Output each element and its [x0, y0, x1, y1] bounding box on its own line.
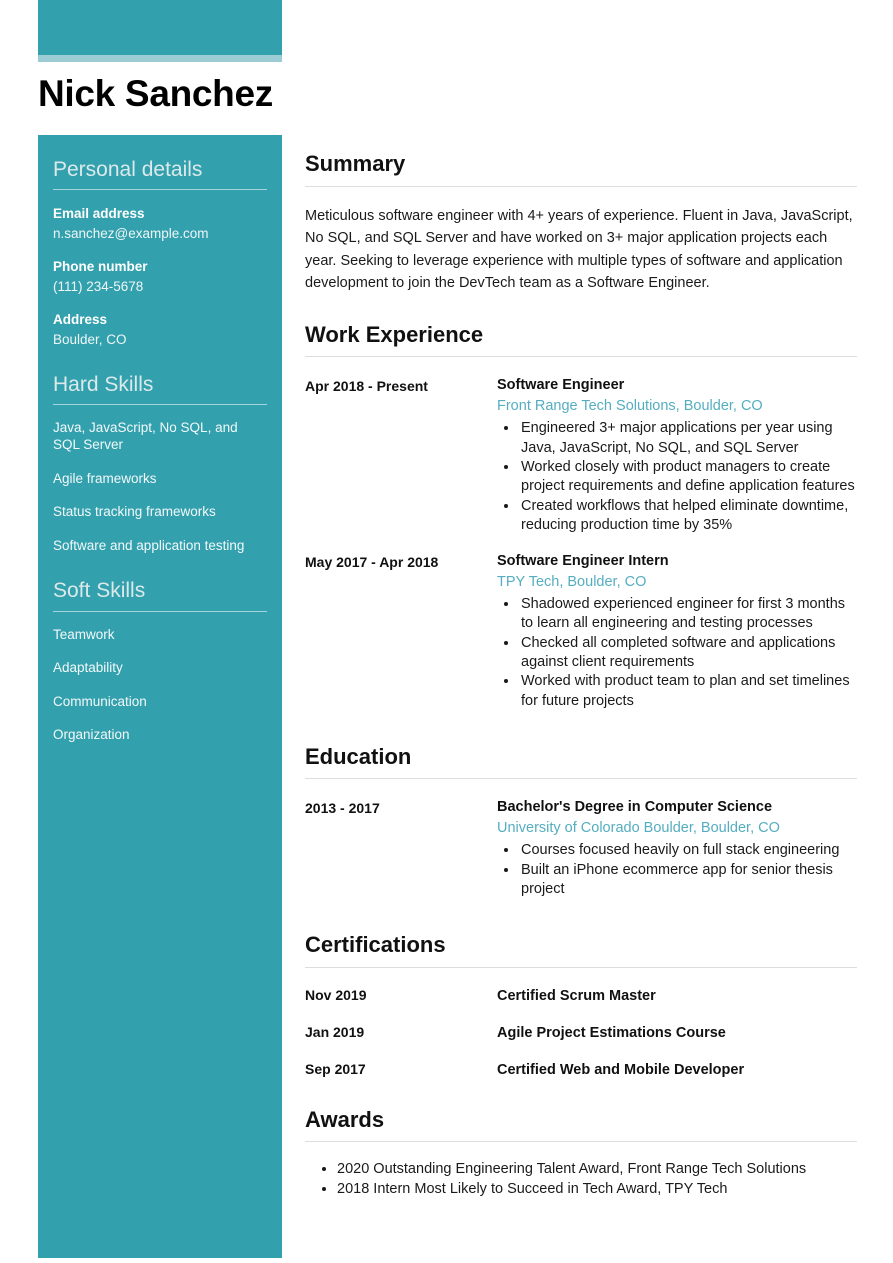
sidebar-spacer: [53, 570, 267, 578]
contact-label-phone: Phone number: [53, 259, 148, 275]
sidebar-spacer: [53, 364, 267, 372]
certification-row: [305, 986, 857, 1006]
main-content: [305, 150, 857, 1199]
section-divider: [305, 1141, 857, 1142]
work-entry-bullets: [497, 419, 857, 535]
certification-row: [305, 1023, 857, 1043]
sidebar-header-accent-strip: [38, 55, 282, 62]
work-entry-date: May 2017 - Apr 2018: [305, 554, 439, 571]
certification-name: Agile Project Estimations Course: [497, 1025, 726, 1042]
bullet-item: • Built an iPhone ecommerce app for senior thesis project: [519, 861, 857, 900]
work-entry: [305, 551, 857, 711]
contact-field-address: [53, 310, 267, 349]
work-entry-date: Apr 2018 - Present: [305, 378, 428, 395]
certification-date: Sep 2017: [305, 1061, 366, 1078]
certification-date: Nov 2019: [305, 986, 367, 1003]
summary-text: Meticulous software engineer with 4+ years of experience. Fluent in Java, JavaScript, No SQL, and SQL Server and have worked on 3+ major application projects each year. Seeking to leverage experience with multiple types of software and application development to join the DevTech team as a Software Engineer.: [305, 207, 853, 292]
section-heading-awards: Awards: [305, 1106, 385, 1132]
contact-field-phone: [53, 257, 267, 296]
certification-row: [305, 1060, 857, 1080]
certification-name: Certified Scrum Master: [497, 987, 656, 1004]
sidebar-heading-hard-skills: Hard Skills: [53, 372, 154, 396]
work-entry-organization: TPY Tech, Boulder, CO: [497, 574, 647, 591]
hard-skill-item: Status tracking frameworks: [53, 504, 216, 520]
section-work-experience: [305, 321, 857, 711]
contact-field-email: [53, 204, 267, 243]
work-entry-body: [497, 551, 857, 711]
section-spacer: [305, 727, 857, 743]
work-entry-title: Software Engineer: [497, 377, 625, 394]
page-title: Nick Sanchez: [38, 73, 273, 114]
certification-date: Jan 2019: [305, 1024, 365, 1041]
section-heading-work-experience: Work Experience: [305, 321, 484, 347]
section-summary: [305, 150, 857, 295]
hard-skill-item: Java, JavaScript, No SQL, and SQL Server: [53, 419, 238, 453]
work-entry-bullets: [497, 595, 857, 711]
award-item: • 2020 Outstanding Engineering Talent Award, Front Range Tech Solutions: [337, 1160, 857, 1180]
education-entry-degree: Bachelor's Degree in Computer Science: [497, 799, 773, 816]
section-heading-certifications: Certifications: [305, 932, 446, 958]
sidebar-divider: [53, 189, 267, 190]
awards-list: [305, 1160, 857, 1199]
education-entry-body: [497, 797, 857, 899]
section-spacer: [305, 915, 857, 931]
contact-value-phone: (111) 234-5678: [53, 278, 144, 294]
soft-skill-item: Communication: [53, 693, 147, 709]
sidebar-divider: [53, 611, 267, 612]
contact-label-address: Address: [53, 312, 108, 328]
sidebar-heading-soft-skills: Soft Skills: [53, 579, 146, 603]
section-education: [305, 743, 857, 899]
sidebar-heading-personal-details: Personal details: [53, 158, 203, 181]
hard-skill-item: Agile frameworks: [53, 470, 157, 486]
education-entry: [305, 797, 857, 899]
sidebar-header-block: [38, 0, 282, 55]
bullet-item: • Engineered 3+ major applications per year using Java, JavaScript, No SQL, and SQL Server: [519, 419, 857, 458]
section-divider: [305, 186, 857, 187]
soft-skill-item: Adaptability: [53, 660, 123, 676]
contact-label-email: Email address: [53, 206, 145, 222]
bullet-item: • Created workflows that helped eliminate downtime, reducing production time by 35%: [519, 497, 857, 536]
section-certifications: [305, 931, 857, 1080]
education-entry-institution: University of Colorado Boulder, Boulder, CO: [497, 820, 780, 837]
section-divider: [305, 967, 857, 968]
award-item: • 2018 Intern Most Likely to Succeed in Tech Award, TPY Tech: [337, 1180, 857, 1200]
hard-skill-item: Software and application testing: [53, 537, 245, 553]
sidebar: [38, 135, 282, 1258]
section-divider: [305, 778, 857, 779]
certification-name: Certified Web and Mobile Developer: [497, 1062, 745, 1079]
work-entry-body: [497, 375, 857, 535]
work-entry-title: Software Engineer Intern: [497, 553, 669, 570]
bullet-item: • Courses focused heavily on full stack engineering: [519, 841, 857, 860]
section-divider: [305, 356, 857, 357]
soft-skill-item: Organization: [53, 727, 130, 743]
section-awards: [305, 1106, 857, 1200]
education-entry-date: 2013 - 2017: [305, 800, 380, 817]
bullet-item: • Shadowed experienced engineer for first 3 months to learn all engineering and testing processes: [519, 595, 857, 634]
contact-value-email: n.sanchez@example.com: [53, 225, 209, 241]
sidebar-section-soft-skills: [53, 578, 267, 743]
soft-skill-item: Teamwork: [53, 626, 115, 642]
bullet-item: • Worked closely with product managers to create project requirements and define application features: [519, 458, 857, 497]
section-spacer: [305, 1098, 857, 1106]
work-entry-organization: Front Range Tech Solutions, Boulder, CO: [497, 398, 763, 415]
sidebar-section-personal-details: [53, 157, 267, 350]
bullet-item: • Worked with product team to plan and set timelines for future projects: [519, 672, 857, 711]
sidebar-divider: [53, 404, 267, 405]
contact-value-address: Boulder, CO: [53, 332, 127, 347]
sidebar-section-hard-skills: [53, 372, 267, 555]
section-heading-education: Education: [305, 743, 412, 769]
education-entry-bullets: [497, 841, 857, 899]
bullet-item: • Checked all completed software and applications against client requirements: [519, 634, 857, 673]
work-entry: [305, 375, 857, 535]
section-heading-summary: Summary: [305, 151, 406, 176]
